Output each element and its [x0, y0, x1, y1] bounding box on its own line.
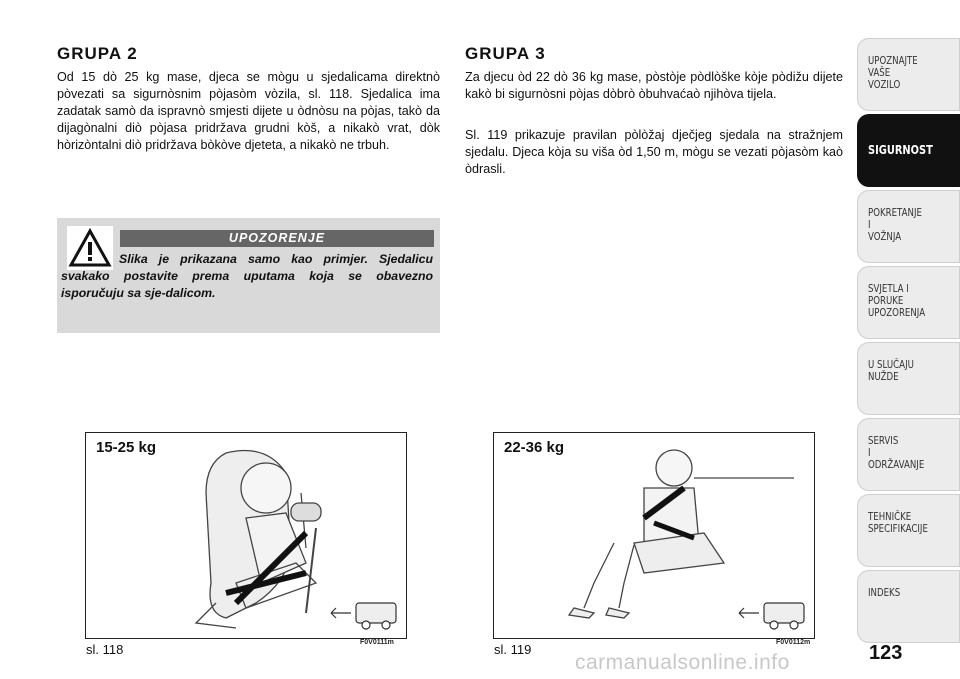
warning-box — [57, 218, 440, 333]
watermark: carmanualsonline.info — [575, 651, 790, 674]
sidebar-tab-label: SERVIS I ODRŽAVANJE — [868, 435, 925, 471]
grupa-2-paragraph: Od 15 dò 25 kg mase, djeca se mògu u sjedalicama direktnò pòvezati sa sigurnòsnim pòjasòm vòzila, sl. 118. Sjedalica ima zadatak samò da ispravnò smjesti dijete u òdnòsu na pòjas, takò da dijagònalni diò pòjasa pridržava grudni kòš, a nikakò vrat, dòk hòrizòntalni diò pridržava bòkòve djeteta, a nikakò ne trbuh. — [57, 70, 440, 152]
figure-118-code: F0V0111m — [360, 639, 394, 646]
sidebar-tab-label: POKRETANJE I VOŽNJA — [868, 207, 922, 243]
sidebar-tab-label: UPOZNAJTE VAŠE VOZILO — [868, 55, 918, 91]
grupa-3-paragraph-2: Sl. 119 prikazuje pravilan pòlòžaj dječjeg sjedala na stražnjem sjedalu. Djeca kòja su viša òd 1,50 m, mògu se vezati pòjasòm kaò òdrasli. — [465, 128, 843, 176]
sidebar-tab-label: TEHNIČKE SPECIFIKACIJE — [868, 511, 928, 535]
sidebar-tab-sigurnost[interactable] — [857, 114, 960, 187]
grupa-3-paragraph-1: Za djecu òd 22 dò 36 kg mase, pòstòje pòdlòške kòje pòdižu dijete kakò bi sigurnòsni pòjas dòbrò òbuhvaćaò njihòva tijela. — [465, 70, 843, 101]
sidebar-tab-svjetla-i-poruke[interactable] — [857, 266, 960, 339]
warning-title: UPOZORENJE — [120, 230, 434, 247]
figure-119-title: 22-36 kg — [504, 439, 565, 456]
warning-text: Slika je prikazana samo kao primjer. Sjedalicu svakako postavite prema uputama koja se obavezno isporučuju sa sje-dalicom. — [61, 252, 433, 300]
figure-119 — [493, 432, 815, 639]
sidebar-tab-servis-i-odrzavanje[interactable] — [857, 418, 960, 491]
sidebar-tab-label: SIGURNOST — [868, 143, 933, 157]
sidebar-tab-label: INDEKS — [868, 587, 901, 599]
section-heading-grupa-3: GRUPA 3 — [465, 44, 546, 63]
sidebar-tab-label: SVJETLA I PORUKE UPOZORENJA — [868, 283, 926, 319]
sidebar-tab-indeks[interactable] — [857, 570, 960, 643]
child-booster-cushion-illustration — [494, 433, 814, 638]
sidebar-tab-pokretanje-i-voznja[interactable] — [857, 190, 960, 263]
figure-119-code: F0V0112m — [776, 639, 811, 646]
figure-118 — [85, 432, 407, 639]
figure-119-caption: sl. 119 — [494, 642, 532, 657]
sidebar-tab-label: U SLUČAJU NUŽDE — [868, 359, 914, 383]
sidebar-tab-tehnicke-specifikacije[interactable] — [857, 494, 960, 567]
figure-118-title: 15-25 kg — [96, 439, 157, 456]
sidebar-tab-u-slucaju-nuzde[interactable] — [857, 342, 960, 415]
page-number: 123 — [869, 642, 903, 664]
section-heading-grupa-2: GRUPA 2 — [57, 44, 138, 63]
sidebar-tab-upoznajte-vase-vozilo[interactable] — [857, 38, 960, 111]
child-booster-seat-illustration — [86, 433, 406, 638]
figure-118-caption: sl. 118 — [86, 642, 124, 657]
